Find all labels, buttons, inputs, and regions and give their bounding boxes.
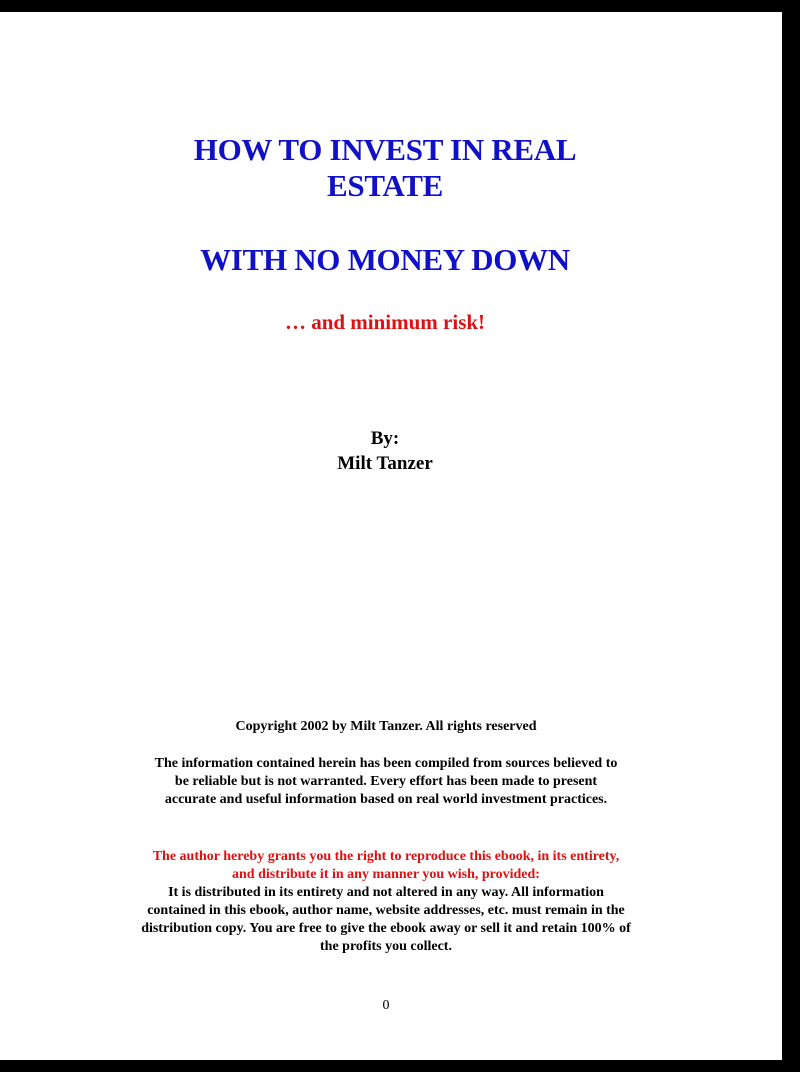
copyright-notice: Copyright 2002 by Milt Tanzer. All rights reserved: [235, 719, 537, 734]
subtitle: … and minimum risk!: [284, 310, 486, 334]
distribution-rights: [140, 848, 632, 956]
author-name: Milt Tanzer: [337, 453, 433, 474]
document-page: [0, 12, 782, 1060]
byline-label: By:: [370, 428, 400, 449]
title-line-1: HOW TO INVEST IN REAL: [193, 132, 577, 167]
rights-grant-text: The author hereby grants you the right to reproduce this ebook, in its entirety, and distribute it in any manner you wish, provided:: [152, 849, 620, 882]
title-line-3: WITH NO MONEY DOWN: [200, 242, 570, 277]
rights-conditions-text: It is distributed in its entirety and not altered in any way. All information contained in this ebook, author name, website addresses, etc. must remain in the distribution copy. You are free to give the ebook away or sell it and retain 100% of the profits you collect.: [141, 885, 631, 954]
title-line-2: ESTATE: [327, 168, 443, 203]
page-number: 0: [382, 998, 390, 1013]
disclaimer-paragraph: The information contained herein has been compiled from sources believed to be reliable but is not warranted. Every effort has been made to present accurate and useful information based on real world investment practices.: [154, 756, 618, 807]
